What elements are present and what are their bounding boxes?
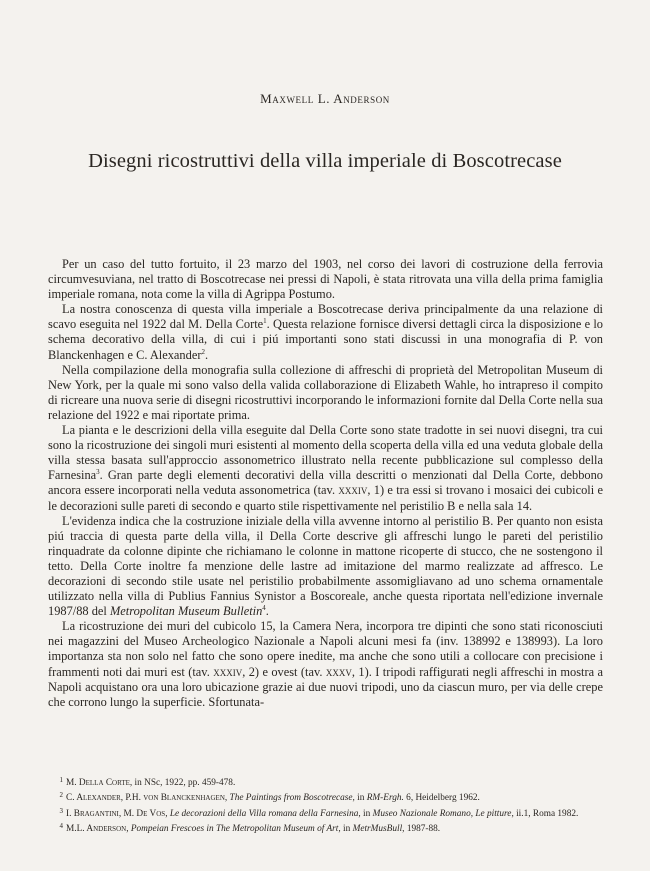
footnote-text: ,: [165, 808, 170, 819]
paragraph-3: [48, 363, 603, 423]
footnote-title: Pompeian Frescoes in The Metropolitan Museum of Art: [130, 824, 339, 835]
footnote-ref-2[interactable]: 2: [201, 347, 205, 356]
plate-number: xxxiv: [338, 483, 368, 498]
paragraph-text: , 1). I tripodi raffigurati negli affreschi in mostra a Napoli acquistano ora una loro ubicazione grazie ai due nuovi tripodi, uno da ciascun muro, per via delle crepe che corrono lungo la superficie. Sfortunata-: [48, 664, 603, 709]
footnote-text: , 1987-88.: [402, 824, 441, 835]
paragraph-6: [48, 619, 603, 710]
paragraph-text: . Questa relazione fornisce diversi dettagli circa la disposizione e lo schema decorativo della villa, di cui i piú importanti sono stati discussi in una monografia di P. von Blanckenhagen e C. Alexander: [48, 317, 603, 362]
paragraph-text: La pianta e le descrizioni della villa eseguite dal Della Corte sono state tradotte in sei nuovi disegni, tra cui sono la ricostruzione dei singoli muri esistenti al momento della scoperta della villa ed una veduta globale della villa stessa basata sull'approccio assonometrico illustrato nella recente pubblicazione sul complesso della Farnesina: [48, 423, 603, 483]
plate-number: xxxiv: [213, 664, 243, 679]
footnote-text: ,: [126, 824, 131, 835]
footnote-4: [52, 820, 612, 835]
paragraph-text: La ricostruzione dei muri del cubicolo 15, la Camera Nera, incorpora tre dipinti che sono stati riconosciuti nei magazzini del Museo Archeologico Nazionale a Napoli alcuni mesi fa (inv. 138992 e 138993). La loro importanza sta non solo nel fatto che sono opere inedite, ma anche che sono utili a collocare con precisione i frammenti noti dai muri est (tav.: [48, 619, 603, 679]
footnote-1: [52, 774, 612, 789]
footnote-author: I. Bragantini, M. De Vos: [66, 808, 166, 819]
footnote-title: The Paintings from Boscotrecase: [229, 793, 353, 804]
footnote-text: , in: [358, 808, 373, 819]
footnote-author: C. Alexander, P.H. von Blanckenhagen: [66, 793, 225, 804]
footnote-text: , in: [338, 824, 353, 835]
footnote-text: ,: [224, 793, 230, 804]
journal-title: Metropolitan Museum Bulletin: [109, 604, 263, 619]
footnote-number: 1: [59, 776, 63, 784]
footnote-number: 4: [59, 822, 63, 831]
footnote-2: [52, 789, 612, 804]
footnote-ref-3[interactable]: 3: [96, 468, 100, 477]
paragraph-text: . Gran parte degli elementi decorativi della villa descritti o menzionati dal Della Corte, debbono ancora essere incorporati nella veduta assonometrica (tav.: [48, 468, 603, 498]
paragraph-text: , 1) e tra essi si trovano i mosaici dei cubicoli e le decorazioni sulle pareti di secondo e quarto stile rispettivamente nel peristilio B e nella sala 14.: [48, 483, 603, 513]
paragraph-text: , 2) e ovest (tav.: [242, 664, 326, 679]
footnote-number: 3: [59, 806, 63, 815]
footnote-ref-1[interactable]: 1: [263, 317, 267, 326]
article-body: [48, 257, 603, 710]
footnote-series: MetrMusBull: [352, 824, 403, 835]
footnote-text: , ii.1, Roma 1982.: [511, 808, 579, 819]
footnote-author: M. Della Corte: [66, 778, 130, 788]
footnote-author: M.L. Anderson: [66, 824, 127, 835]
paragraph-5: [48, 514, 603, 620]
paragraph-text: La nostra conoscenza di questa villa imperiale a Boscotrecase deriva principalmente da una relazione di scavo eseguita nel 1922 dal M. Della Corte: [48, 302, 603, 332]
footnote-title: Le decorazioni della Villa romana della Farnesina: [169, 808, 359, 819]
paragraph-4: [48, 423, 603, 514]
footnotes: [52, 774, 612, 836]
paragraph-1: [48, 257, 603, 302]
paragraph-text: Per un caso del tutto fortuito, il 23 marzo del 1903, nel corso dei lavori di costruzione della ferrovia circumvesuviana, nel tratto di Boscotrecase nei pressi di Napoli, è stata ritrovata una villa della prima famiglia imperiale romana, nota come la villa di Agrippa Postumo.: [48, 257, 603, 302]
paragraph-text: Nella compilazione della monografia sulla collezione di affreschi di proprietà del Metropolitan Museum di New York, per la quale mi sono valso della valida collaborazione di Elizabeth Wahle, ho intrapreso il compito di ricreare una nuova serie di disegni ricostruttivi incorporando le informazioni fornite dal Della Corte nella sua relazione del 1922 e mai riportate prima.: [48, 362, 603, 422]
plate-number: xxxv: [325, 664, 352, 679]
footnote-text: , in NSc, 1922, pp. 459-478.: [129, 778, 236, 788]
footnote-text: 6, Heidelberg 1962.: [403, 793, 480, 804]
footnote-number: 2: [59, 791, 63, 800]
article-title: Disegni ricostruttivi della villa imperiale di Boscotrecase: [88, 150, 562, 172]
footnote-ref-4[interactable]: 4: [262, 604, 266, 613]
paragraph-text: L'evidenza indica che la costruzione iniziale della villa avvenne intorno al peristilio B. Per quanto non esista piú traccia di questa parte della villa, il Della Corte descrive gli affreschi lungo le pareti del peristilio rinquadrate da colonne dipinte che richiamano le colonne in mattone ricoperte di stucco, che ne sostengono il tetto. Della Corte inoltre fa menzione delle lastre ad imitazione del marmo realizzate ad affresco. Le decorazioni di secondo stile usate nel peristilio probabilmente assomigliavano ad uno schema ornamentale utilizzato nella villa di Publius Fannius Synistor a Boscoreale, anche questa riportata nell'edizione invernale 1987/88 del: [48, 513, 603, 619]
footnote-series: Museo Nazionale Romano, Le pitture: [372, 808, 512, 819]
footnote-series: RM-Ergh.: [366, 793, 404, 804]
paragraph-text: .: [204, 347, 209, 362]
article-author: Maxwell L. Anderson: [260, 91, 390, 106]
footnote-text: , in: [352, 793, 367, 804]
paragraph-2: [48, 302, 603, 362]
footnote-3: [52, 805, 612, 820]
paragraph-text: .: [265, 604, 269, 619]
